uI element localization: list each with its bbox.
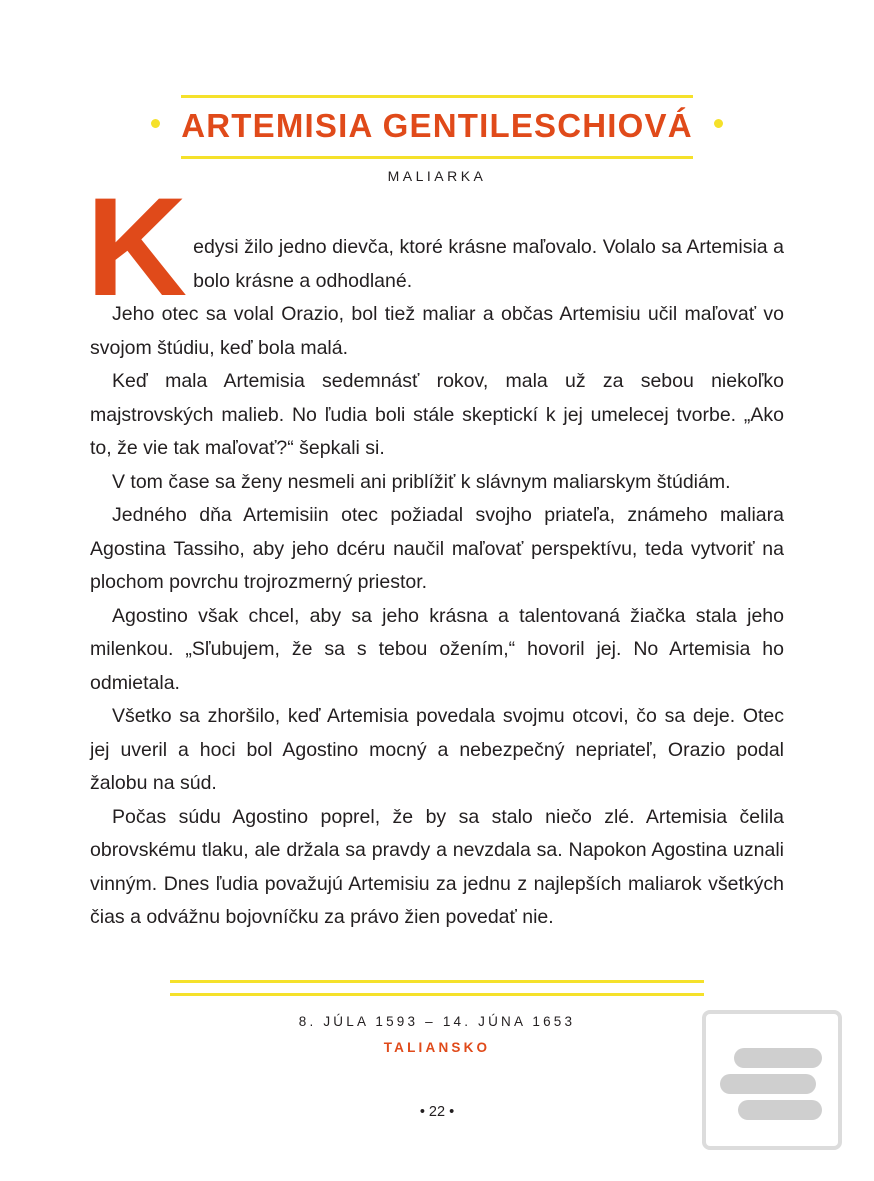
paragraph-6: Agostino však chcel, aby sa jeho krásna a talentovaná žiačka stala jeho milenkou. „Sľubujem, že sa s tebou ožením,“ hovoril jej. No Artemisia ho odmietala.: [90, 604, 784, 694]
paragraph-3: Keď mala Artemisia sedemnásť rokov, mala už za sebou niekoľko majstrovských malieb. No ľudia boli stále skeptickí k jej umelecej tvorbe. „Ako to, že vie tak maľovať?“ šepkali si.: [90, 370, 784, 459]
title-bottom-rule: [181, 156, 693, 159]
country: TALIANSKO: [383, 1040, 491, 1055]
title-area: [0, 95, 874, 159]
paragraph-8: Počas súdu Agostino poprel, že by sa stalo niečo zlé. Artemisia čelila obrovskému tlaku, ale držala sa pravdy a nevzdala sa. Napokon Agostina uznali vinným. Dnes ľudia považujú Artemisiu za jednu z najlepších maliarok všetkých čias a odvážnu bojovníčku za právo žien povedať nie.: [90, 805, 784, 928]
paragraph-1-text: edysi žilo jedno dievča, ktoré krásne maľovalo. Volalo sa Artemisia a bolo krásne a odhodlané.: [193, 236, 784, 292]
drop-cap: K: [86, 168, 188, 325]
page-subtitle: MALIARKA: [387, 168, 487, 184]
paragraph-4: V tom čase sa ženy nesmeli ani priblížiť k slávnym maliarskym štúdiám.: [112, 470, 731, 493]
paragraph-7: Všetko sa zhoršilo, keď Artemisia povedala svojmu otcovi, čo sa deje. Otec jej uveril a hoci bol Agostino mocný a nebezpečný nepriateľ, Orazio podal žalobu na súd.: [90, 705, 784, 794]
book-bar-2: [720, 1074, 816, 1094]
title-top-rule: [181, 95, 693, 98]
stacked-books-watermark-icon: [702, 1010, 842, 1150]
page-title: ARTEMISIA GENTILESCHIOVÁ: [181, 107, 693, 144]
paragraph-5: Jedného dňa Artemisiin otec požiadal svojho priateľa, známeho maliara Agostina Tassiho, aby jeho dcéru naučil maľovať perspektívu, teda vytvoriť na plochom povrchu trojrozmerný priestor.: [90, 504, 784, 593]
footer-rule-2: [170, 993, 704, 996]
yellow-dot-left-icon: [151, 119, 160, 128]
yellow-dot-right-icon: [714, 119, 723, 128]
book-bar-1: [734, 1048, 822, 1068]
page-number: • 22 •: [419, 1104, 455, 1120]
footer-rules: [170, 980, 704, 1006]
book-bar-3: [738, 1100, 822, 1120]
life-dates: 8. JÚLA 1593 – 14. JÚNA 1653: [298, 1014, 576, 1029]
paragraph-2: Jeho otec sa volal Orazio, bol tiež maliar a občas Artemisiu učil maľovať vo svojom štúdiu, keď bola malá.: [90, 303, 784, 359]
title-block: [151, 95, 723, 159]
footer-rule-1: [170, 980, 704, 983]
